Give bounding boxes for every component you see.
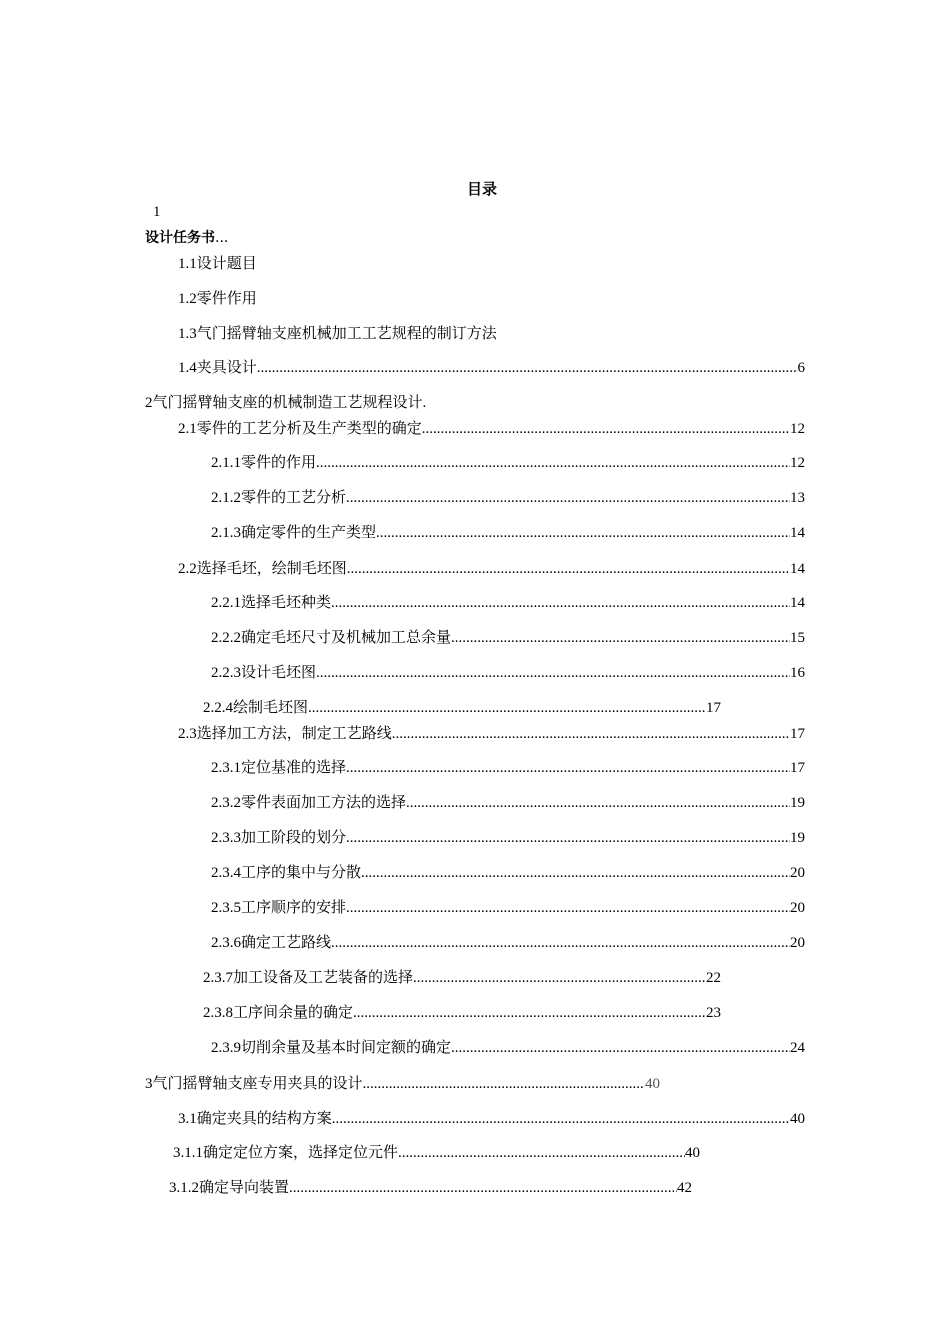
toc-entry-3[interactable] xyxy=(145,1074,660,1092)
toc-entry-2-1-2[interactable] xyxy=(211,489,805,507)
toc-entry-number: 2.3.7 xyxy=(203,970,233,986)
toc-entry-number: 1.4 xyxy=(178,360,197,376)
toc-entry-1-3[interactable] xyxy=(178,324,497,342)
toc-entry-number: 2 xyxy=(145,395,153,411)
toc-entry-2-2-3[interactable] xyxy=(211,664,805,682)
toc-page-number: 42 xyxy=(677,1180,692,1196)
toc-entry-text: 绘制毛坯图 xyxy=(233,700,309,716)
toc-entry-1[interactable] xyxy=(145,229,228,247)
toc-entry-text: 确定定位方案，选择定位元件 xyxy=(203,1145,399,1161)
toc-entry-number: 2.3.5 xyxy=(211,900,241,916)
toc-entry-text: 确定工艺路线 xyxy=(241,935,332,951)
toc-page-number: 12 xyxy=(790,421,805,437)
toc-entry-2-1[interactable] xyxy=(178,419,805,437)
toc-entry-number: 2.2 xyxy=(178,561,197,577)
toc-page-number: 40 xyxy=(685,1145,700,1161)
toc-entry-number: 3.1 xyxy=(178,1111,197,1127)
toc-entry-number: 2.1.2 xyxy=(211,490,241,506)
toc-entry-3-1[interactable] xyxy=(178,1109,805,1127)
toc-entry-number: 2.3.9 xyxy=(211,1040,241,1056)
toc-leader-dots xyxy=(316,664,790,682)
toc-entry-text: 切削余量及基本时间定额的确定 xyxy=(241,1040,452,1056)
toc-entry-text: 工序的集中与分散 xyxy=(241,865,362,881)
toc-entry-3-1-1[interactable] xyxy=(173,1144,700,1162)
toc-entry-2-3-6[interactable] xyxy=(211,934,805,952)
toc-leader-dots xyxy=(347,560,790,578)
toc-entry-text: 设计题目 xyxy=(196,254,257,272)
toc-entry-text: 夹具设计 xyxy=(196,360,257,376)
toc-entry-2-3[interactable] xyxy=(178,724,805,742)
toc-entry-number: 2.3.6 xyxy=(211,935,241,951)
toc-entry-text: 零件的工艺分析 xyxy=(241,490,347,506)
toc-entry-number: 2.2.1 xyxy=(211,595,241,611)
toc-entry-number: 2.3.3 xyxy=(211,830,241,846)
toc-entry-1-2[interactable] xyxy=(178,289,257,307)
page-title: 目录 xyxy=(466,180,497,198)
toc-page-number: 6 xyxy=(797,360,805,376)
toc-entry-1-1[interactable] xyxy=(178,254,257,272)
toc-entry-number: 3.1.1 xyxy=(173,1145,203,1161)
toc-entry-2[interactable] xyxy=(145,394,426,412)
toc-page-number: 40 xyxy=(645,1076,660,1092)
toc-leader-dots xyxy=(346,899,790,917)
toc-page-number: 40 xyxy=(790,1111,805,1127)
toc-page-number: 19 xyxy=(790,830,805,846)
toc-entry-number: 2.2.3 xyxy=(211,665,241,681)
toc-page-number: 20 xyxy=(790,900,805,916)
toc-entry-text: 加工设备及工艺装备的选择 xyxy=(233,970,414,986)
toc-leader-dots xyxy=(316,454,790,472)
toc-page-number: 20 xyxy=(790,865,805,881)
toc-entry-2-2-4[interactable] xyxy=(203,699,721,717)
toc-entry-2-3-1[interactable] xyxy=(211,759,805,777)
toc-leader-dots xyxy=(422,420,790,438)
toc-page-number: 13 xyxy=(790,490,805,506)
toc-leader-dots xyxy=(376,524,790,542)
toc-entry-text: 气门摇臂轴支座机械加工工艺规程的制订方法 xyxy=(196,324,497,342)
toc-page-number: 20 xyxy=(790,935,805,951)
toc-entry-number: 2.2.2 xyxy=(211,630,241,646)
toc-entry-text: 加工阶段的划分 xyxy=(241,830,347,846)
toc-entry-2-2-1[interactable] xyxy=(211,594,805,612)
toc-leader-dots xyxy=(451,1039,790,1057)
toc-entry-1-4[interactable] xyxy=(178,359,805,377)
toc-entry-text: 选择加工方法，制定工艺路线 xyxy=(196,724,392,742)
toc-leader-dots xyxy=(332,1110,790,1128)
toc-entry-number: 1.3 xyxy=(178,326,197,342)
toc-page-number: 22 xyxy=(706,970,721,986)
toc-leader-dots xyxy=(346,829,790,847)
toc-entry-3-1-2[interactable] xyxy=(169,1179,692,1197)
toc-entry-number: 2.3.8 xyxy=(203,1005,233,1021)
toc-entry-number: 1.2 xyxy=(178,291,197,307)
toc-page-number: 17 xyxy=(706,700,721,716)
toc-entry-number: 2.3.2 xyxy=(211,795,241,811)
toc-entry-text: 工序间余量的确定 xyxy=(233,1005,354,1021)
toc-entry-text: 零件的工艺分析及生产类型的确定 xyxy=(196,419,422,437)
toc-entry-text: 定位基准的选择 xyxy=(241,760,347,776)
toc-leader-dots xyxy=(346,489,790,507)
toc-page-number: 23 xyxy=(706,1005,721,1021)
toc-entry-text: 零件作用 xyxy=(196,289,257,307)
toc-page-number: 16 xyxy=(790,665,805,681)
toc-entry-number: 2.2.4 xyxy=(203,700,233,716)
toc-leader-dots xyxy=(331,594,790,612)
toc-page-number: 19 xyxy=(790,795,805,811)
toc-entry-text: 确定零件的生产类型 xyxy=(241,525,377,541)
toc-entry-text: 气门摇臂轴支座专用夹具的设计 xyxy=(152,1074,363,1092)
toc-entry-number: 2.3.1 xyxy=(211,760,241,776)
toc-entry-2-2[interactable] xyxy=(178,559,805,577)
toc-entry-number: 3 xyxy=(145,1076,153,1092)
toc-page-number: 12 xyxy=(790,455,805,471)
toc-entry-number: 3.1.2 xyxy=(169,1180,199,1196)
toc-entry-number: 1.1 xyxy=(178,256,197,272)
toc-entry-text: 确定夹具的结构方案 xyxy=(196,1109,332,1127)
toc-page-number: 17 xyxy=(790,760,805,776)
toc-leader-dots xyxy=(361,864,790,882)
toc-page-number: 14 xyxy=(790,561,805,577)
toc-entry-2-3-2[interactable] xyxy=(211,794,805,812)
toc-leader-dots xyxy=(289,1179,677,1197)
toc-page-number: 24 xyxy=(790,1040,805,1056)
toc-leader-dots xyxy=(257,359,798,377)
toc-entry-number: 2.1.1 xyxy=(211,455,241,471)
toc-entry-2-1-1[interactable] xyxy=(211,454,805,472)
toc-leader-dots xyxy=(308,699,706,717)
toc-leader-dots xyxy=(398,1144,685,1162)
toc-entry-text: 选择毛坯种类 xyxy=(241,595,332,611)
toc-entry-text: 零件的作用 xyxy=(241,455,317,471)
toc-entry-text: 设计任务书 xyxy=(145,230,215,246)
toc-entry-number: 2.1.3 xyxy=(211,525,241,541)
toc-leader-dots xyxy=(406,794,790,812)
toc-page-number: 17 xyxy=(790,726,805,742)
toc-entry-2-3-9[interactable] xyxy=(211,1039,805,1057)
toc-entry-text: 确定导向装置 xyxy=(199,1180,290,1196)
toc-leader-dots xyxy=(363,1075,645,1093)
toc-entry-number: 2.3 xyxy=(178,726,197,742)
section-number-1: 1 xyxy=(153,204,161,220)
toc-entry-2-2-2[interactable] xyxy=(211,629,805,647)
toc-entry-2-3-8[interactable] xyxy=(203,1004,721,1022)
toc-entry-2-3-7[interactable] xyxy=(203,969,721,987)
toc-entry-text: 零件表面加工方法的选择 xyxy=(241,795,407,811)
toc-leader-dots xyxy=(413,969,706,987)
toc-entry-2-1-3[interactable] xyxy=(211,524,805,542)
toc-entry-dots: ... xyxy=(215,230,229,246)
toc-entry-text: 气门摇臂轴支座的机械制造工艺规程设计. xyxy=(152,395,427,411)
toc-entry-2-3-3[interactable] xyxy=(211,829,805,847)
toc-entry-text: 选择毛坯，绘制毛坯图 xyxy=(196,559,347,577)
toc-entry-2-3-5[interactable] xyxy=(211,899,805,917)
toc-entry-number: 2.1 xyxy=(178,421,197,437)
toc-leader-dots xyxy=(331,934,790,952)
toc-leader-dots xyxy=(353,1004,706,1022)
toc-entry-number: 2.3.4 xyxy=(211,865,241,881)
toc-leader-dots xyxy=(451,629,790,647)
toc-entry-text: 设计毛坯图 xyxy=(241,665,317,681)
toc-entry-text: 工序顺序的安排 xyxy=(241,900,347,916)
toc-leader-dots xyxy=(346,759,790,777)
toc-page-number: 14 xyxy=(790,595,805,611)
toc-entry-2-3-4[interactable] xyxy=(211,864,805,882)
toc-page-number: 15 xyxy=(790,630,805,646)
toc-leader-dots xyxy=(392,725,790,743)
toc-entry-text: 确定毛坯尺寸及机械加工总余量 xyxy=(241,630,452,646)
toc-page-number: 14 xyxy=(790,525,805,541)
